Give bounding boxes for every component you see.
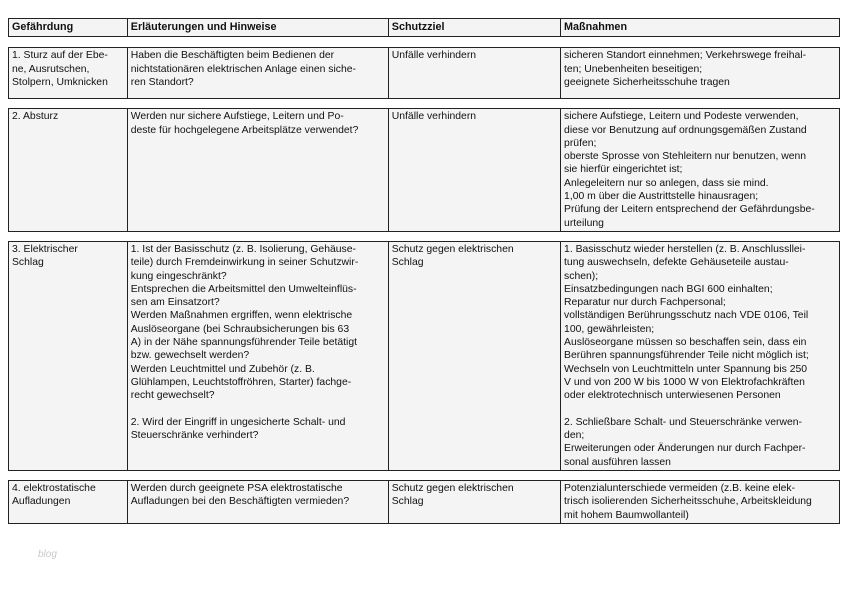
row-1-notes: Haben die Beschäftigten beim Bedienen der nichtstationären elektrischen Anlage einen siche- ren Standort? (127, 48, 388, 99)
spacer-cell (9, 37, 840, 48)
gap-cell (9, 231, 840, 241)
row-3-hazard: 3. Elektrischer Schlag (9, 241, 128, 470)
row-3-measures: 1. Basisschutz wieder herstellen (z. B. Anschlussllei- tung auswechseln, defekte Gehäuseteile austau- schen); Einsatzbedingungen nach BGI 600 einhalten; Reparatur nur durch Fachpersonal; vollständigen Berührungsschutz nach VDE 0106, Teil 100, gewährleisten; Auslöseorgane müssen so beschaffen sein, dass ein Berühren spannungsführender Teile nicht möglich ist; Wechseln von Leuchtmitteln unter Spannung bis 250 V und von 200 W bis 1000 W von Elektrofachkräften oder elektrotechnisch unterwiesenen Personen 2. Schließbare Schalt- und Steuerschränke verwen- den; Erweiterungen oder Änderungen nur durch Fachper- sonal ausführen lassen (561, 241, 840, 470)
row-4-measures: Potenzialunterschiede vermeiden (z.B. keine elek- trisch isolierenden Sicherheitsschuhe, Arbeitskleidung mit hohem Baumwollanteil) (561, 481, 840, 524)
gap-cell (9, 471, 840, 481)
table-row (9, 109, 840, 232)
row-2-measures: sichere Aufstiege, Leitern und Podeste verwenden, diese vor Benutzung auf ordnungsgemäßen Zustand prüfen; oberste Sprosse von Stehleitern nur benutzen, wenn sie hierfür eingerichtet ist; Anlegeleitern nur so anlegen, dass sie mind. 1,00 m über die Austrittstelle hinausragen; Prüfung der Leitern entsprechend der Gefährdungsbe- urteilung (561, 109, 840, 232)
table-header-row (9, 19, 840, 37)
row-gap (9, 99, 840, 109)
row-3-goal: Schutz gegen elektrischen Schlag (388, 241, 560, 470)
row-2-goal: Unfälle verhindern (388, 109, 560, 232)
row-gap (9, 471, 840, 481)
table-row (9, 241, 840, 470)
header-goal: Schutzziel (388, 19, 560, 37)
header-measures: Maßnahmen (561, 19, 840, 37)
row-gap (9, 231, 840, 241)
row-2-notes: Werden nur sichere Aufstiege, Leitern und Po- deste für hochgelegene Arbeitsplätze verwendet? (127, 109, 388, 232)
table-row (9, 481, 840, 524)
row-3-notes: 1. Ist der Basisschutz (z. B. Isolierung, Gehäuse- teile) durch Fremdeinwirkung in seiner Schutzwir- kung eingeschränkt? Entsprechen die Arbeitsmittel den Umwelteinflüs- sen am Einsatzort? Werden Maßnahmen ergriffen, wenn elektrische Auslöseorgane (bei Schraubsicherungen bis 63 A) in der Nähe spannungsführender Teile betätigt bzw. gewechselt werden? Werden Leuchtmittel und Zubehör (z. B. Glühlampen, Leuchtstoffröhren, Starter) fachge- recht gewechselt? 2. Wird der Eingriff in ungesicherte Schalt- und Steuerschränke verhindert? (127, 241, 388, 470)
row-1-hazard: 1. Sturz auf der Ebe- ne, Ausrutschen, Stolpern, Umknicken (9, 48, 128, 99)
watermark: blog (38, 549, 57, 560)
table-row (9, 48, 840, 99)
row-4-goal: Schutz gegen elektrischen Schlag (388, 481, 560, 524)
hazard-assessment-table (8, 18, 840, 524)
gap-cell (9, 99, 840, 109)
header-hazard: Gefährdung (9, 19, 128, 37)
row-1-goal: Unfälle verhindern (388, 48, 560, 99)
row-4-hazard: 4. elektrostatische Aufladungen (9, 481, 128, 524)
row-4-notes: Werden durch geeignete PSA elektrostatische Aufladungen bei den Beschäftigten vermieden? (127, 481, 388, 524)
row-spacer (9, 37, 840, 48)
row-2-hazard: 2. Absturz (9, 109, 128, 232)
header-notes: Erläuterungen und Hinweise (127, 19, 388, 37)
row-1-measures: sicheren Standort einnehmen; Verkehrswege freihal- ten; Unebenheiten beseitigen; geeignete Sicherheitsschuhe tragen (561, 48, 840, 99)
